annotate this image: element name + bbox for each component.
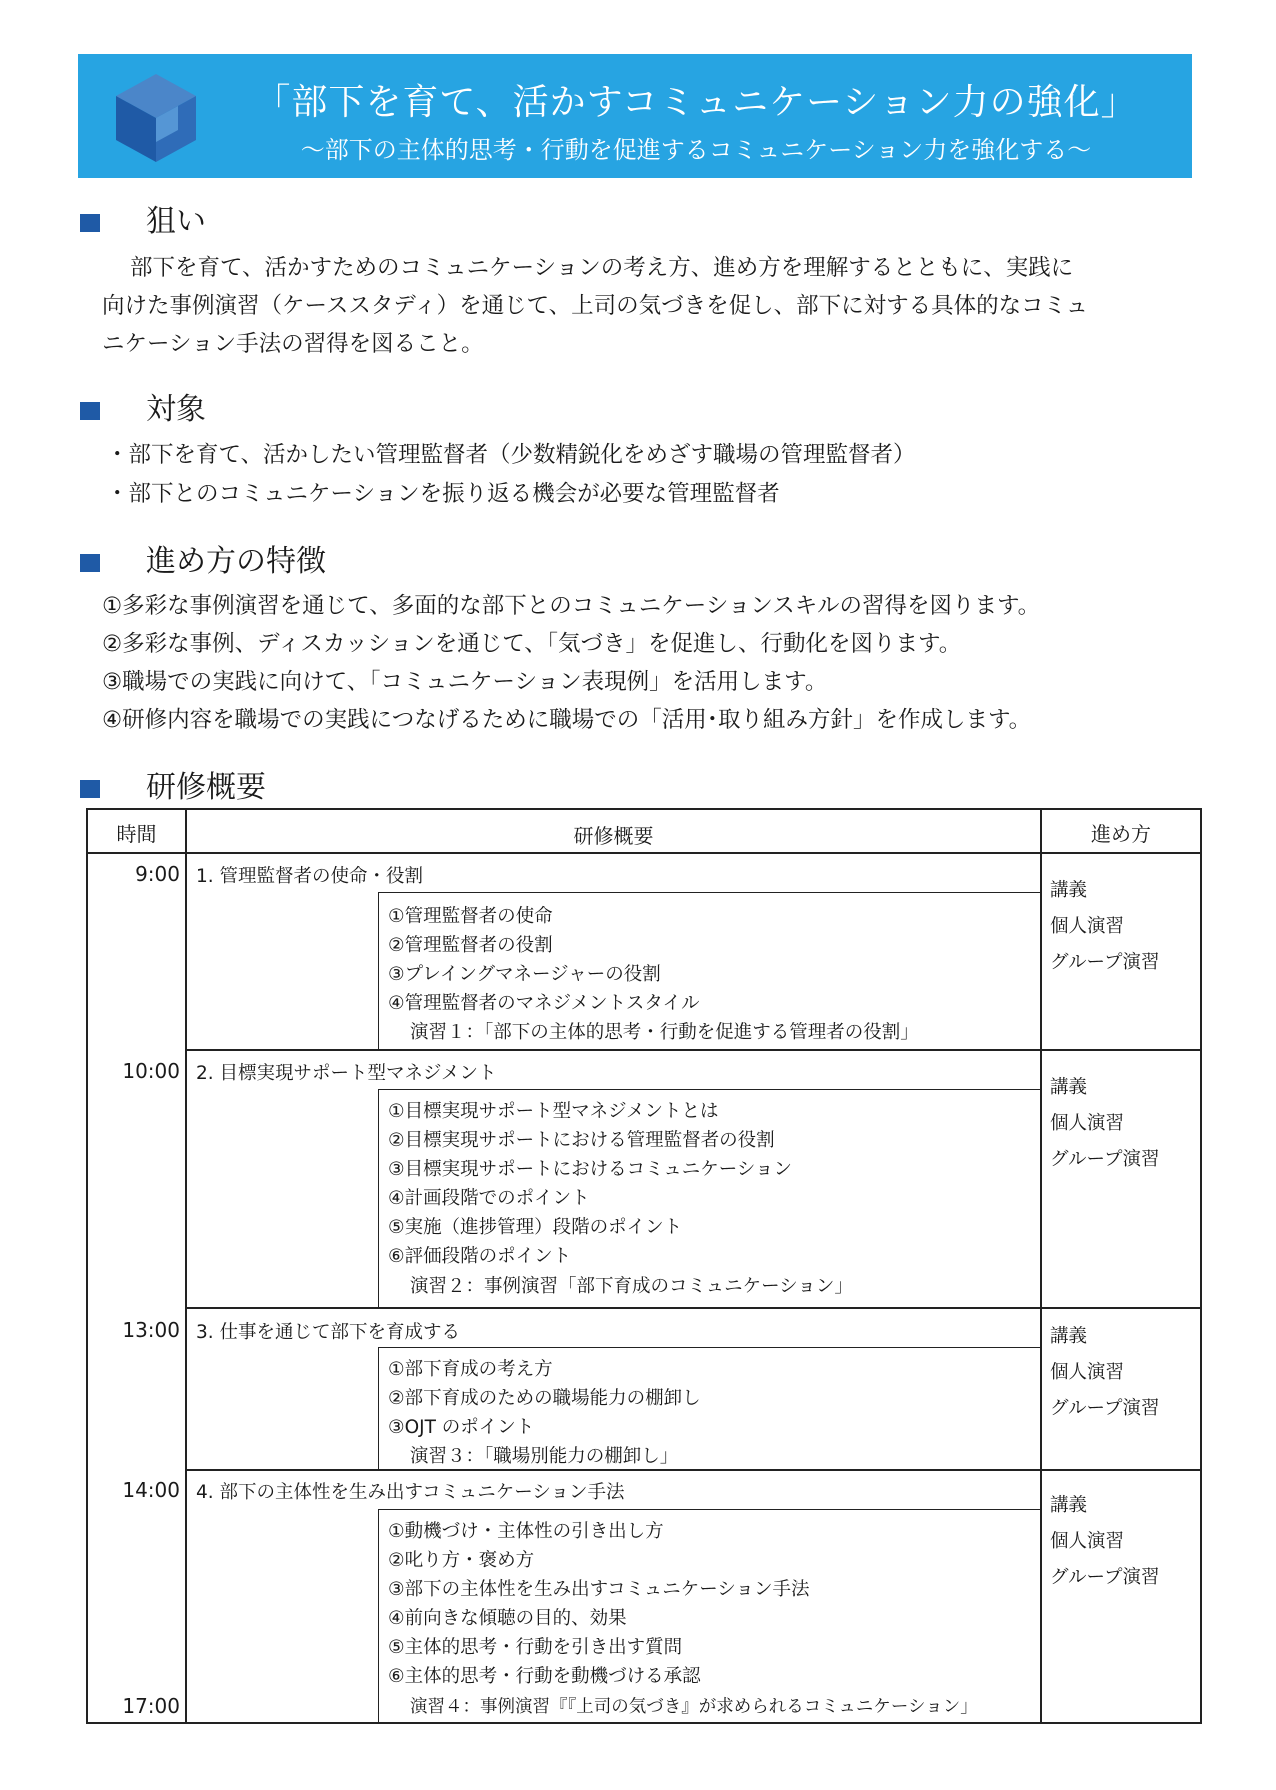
- square-bullet-icon: [80, 214, 100, 232]
- method-label: 個人演習: [1050, 1531, 1125, 1552]
- module-item: ⑤実施（進捗管理）段階のポイント: [388, 1217, 683, 1238]
- time-label: 9:00: [135, 862, 180, 886]
- method-label: グループ演習: [1050, 1398, 1160, 1419]
- square-bullet-icon: [80, 780, 100, 798]
- module-item: ④前向きな傾聴の目的、効果: [388, 1608, 627, 1629]
- module-title: 2. 目標実現サポート型マネジメント: [196, 1063, 497, 1084]
- module-title: 1. 管理監督者の使命・役割: [196, 866, 424, 887]
- column-header-content: 研修概要: [573, 824, 654, 848]
- table-divider: [185, 808, 187, 1724]
- target-item: ・部下を育て、活かしたい管理監督者（少数精鋭化をめざす職場の管理監督者）: [106, 442, 916, 468]
- time-label: 13:00: [122, 1318, 180, 1342]
- target-item: ・部下とのコミュニケーションを振り返る機会が必要な管理監督者: [106, 481, 780, 507]
- module-item: ①目標実現サポート型マネジメントとは: [388, 1101, 719, 1122]
- module-item: ②管理監督者の役割: [388, 935, 553, 956]
- module-title: 4. 部下の主体性を生み出すコミュニケーション手法: [196, 1482, 625, 1503]
- square-bullet-icon: [80, 554, 100, 572]
- method-label: 講義: [1050, 880, 1088, 901]
- time-label: 14:00: [122, 1478, 180, 1502]
- module-title: 3. 仕事を通じて部下を育成する: [196, 1322, 461, 1343]
- module-item: ⑥評価段階のポイント: [388, 1246, 572, 1267]
- module-item: ③部下の主体性を生み出すコミュニケーション手法: [388, 1579, 810, 1600]
- module-item: ④計画段階でのポイント: [388, 1188, 590, 1209]
- aim-line: 向けた事例演習（ケーススタディ）を通じて、上司の気づきを促し、部下に対する具体的なコミュ: [102, 293, 1089, 319]
- feature-item: ①多彩な事例演習を通じて、多面的な部下とのコミュニケーションスキルの習得を図ります。: [102, 593, 1041, 619]
- aim-line: ニケーション手法の習得を図ること。: [102, 331, 484, 357]
- title-banner: [78, 54, 1192, 178]
- feature-item: ④研修内容を職場での実践につなげるために職場での「活用･取り組み方針」を作成します。: [102, 707, 1032, 733]
- module-item: ①動機づけ・主体性の引き出し方: [388, 1521, 664, 1542]
- exercise-item: 演習１：「部下の主体的思考・行動を促進する管理者の役割」: [410, 1022, 919, 1043]
- module-item: ⑥主体的思考・行動を動機づける承認: [388, 1666, 701, 1687]
- method-label: グループ演習: [1050, 1567, 1160, 1588]
- module-item: ②部下育成のための職場能力の棚卸し: [388, 1388, 701, 1409]
- method-label: 個人演習: [1050, 916, 1125, 937]
- method-label: グループ演習: [1050, 1149, 1160, 1170]
- time-label: 10:00: [122, 1059, 180, 1083]
- module-item: ①部下育成の考え方: [388, 1359, 553, 1380]
- module-item: ③目標実現サポートにおけるコミュニケーション: [388, 1159, 792, 1180]
- module-item: ②目標実現サポートにおける管理監督者の役割: [388, 1130, 775, 1151]
- module-item: ④管理監督者のマネジメントスタイル: [388, 993, 700, 1014]
- exercise-item: 演習３：「職場別能力の棚卸し」: [410, 1446, 679, 1467]
- exercise-item: 演習２：事例演習「部下育成のコミュニケーション」: [410, 1276, 853, 1297]
- course-title: 「部下を育て、活かすコミュニケーション力の強化」: [254, 82, 1138, 123]
- end-time-label: 17:00: [122, 1694, 180, 1718]
- table-divider: [86, 852, 1202, 854]
- feature-item: ③職場での実践に向けて、「コミュニケーション表現例」を活用します。: [102, 669, 828, 695]
- method-label: 個人演習: [1050, 1362, 1125, 1383]
- course-subtitle: ～部下の主体的思考・行動を促進するコミュニケーション力を強化する～: [300, 136, 1092, 164]
- module-item: ⑤主体的思考・行動を引き出す質問: [388, 1637, 683, 1658]
- method-label: 講義: [1050, 1077, 1088, 1098]
- cube-logo-icon: [114, 72, 198, 164]
- feature-item: ②多彩な事例、ディスカッションを通じて、「気づき」を促進し、行動化を図ります。: [102, 631, 962, 657]
- method-label: 講義: [1050, 1495, 1088, 1516]
- module-item: ②叱り方・褒め方: [388, 1550, 535, 1571]
- method-label: グループ演習: [1050, 952, 1160, 973]
- method-label: 講義: [1050, 1326, 1088, 1347]
- square-bullet-icon: [80, 402, 100, 420]
- module-item: ③OJT のポイント: [388, 1417, 535, 1438]
- column-header-time: 時間: [116, 822, 157, 846]
- aim-line: 部下を育て、活かすためのコミュニケーションの考え方、進め方を理解するとともに、実践に: [130, 255, 1074, 281]
- module-item: ①管理監督者の使命: [388, 906, 553, 927]
- module-item: ③プレイングマネージャーの役割: [388, 964, 661, 985]
- column-header-method: 進め方: [1091, 822, 1151, 846]
- exercise-item: 演習４：事例演習『『上司の気づき』が求められるコミュニケーション」: [410, 1697, 978, 1717]
- method-label: 個人演習: [1050, 1113, 1125, 1134]
